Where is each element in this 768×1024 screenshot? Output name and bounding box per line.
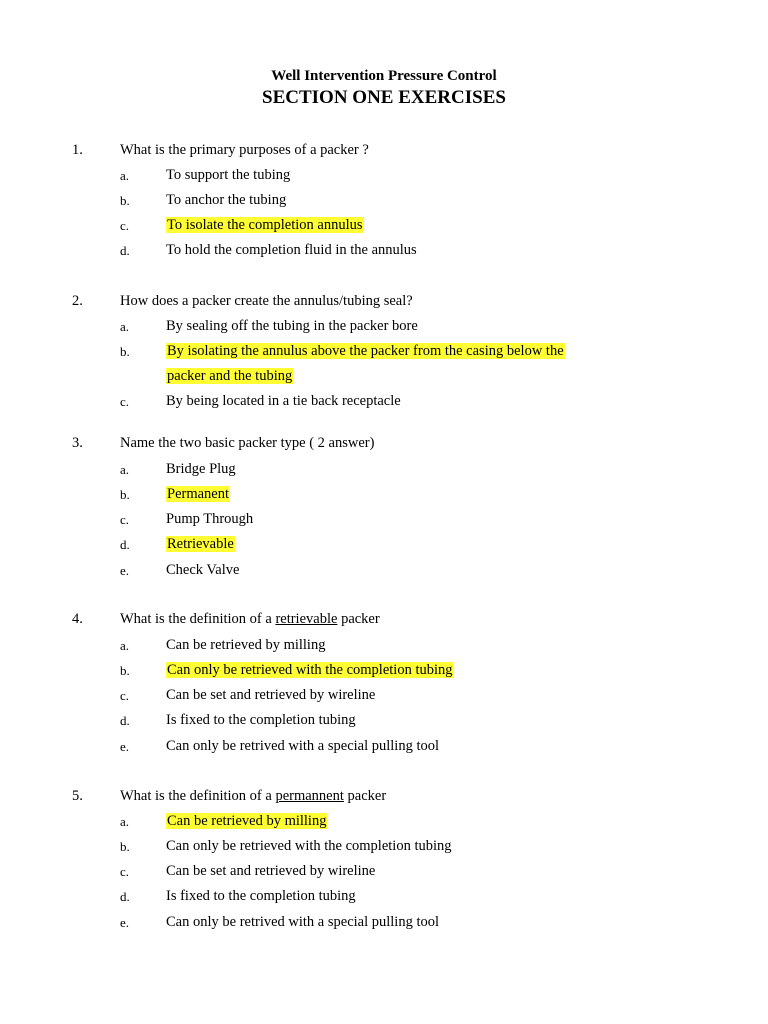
option-text bbox=[166, 711, 356, 730]
option-letter: d. bbox=[120, 537, 130, 552]
option-letter: b. bbox=[120, 193, 130, 208]
option-label: Bridge Plug bbox=[166, 461, 236, 477]
option-text-continued bbox=[166, 367, 293, 386]
question-number: 1. bbox=[72, 142, 83, 158]
option-label: Is fixed to the completion tubing bbox=[166, 712, 356, 728]
question-text: How does a packer create the annulus/tubing seal? bbox=[120, 293, 413, 309]
option-label: Can only be retrieved with the completion tubing bbox=[166, 838, 452, 854]
option-letter: a. bbox=[120, 462, 130, 477]
highlighted-answer: packer and the tubing bbox=[167, 368, 293, 384]
option-label: Can only be retrived with a special pulling tool bbox=[166, 914, 440, 930]
option-text bbox=[166, 342, 565, 361]
question-text bbox=[120, 610, 380, 629]
question-number: 2. bbox=[72, 293, 83, 309]
option-text bbox=[166, 686, 375, 705]
highlighted-answer: Can only be retrieved with the completion tubing bbox=[167, 662, 453, 678]
option-letter: c. bbox=[120, 688, 130, 703]
option-text bbox=[166, 485, 230, 504]
highlighted-answer: Can be retrieved by milling bbox=[167, 813, 327, 829]
option-letter: e. bbox=[120, 739, 130, 754]
option-text bbox=[166, 837, 452, 856]
option-label: Can be retrieved by milling bbox=[166, 637, 326, 653]
question-text-before: What is the definition of a bbox=[120, 611, 276, 627]
option-text bbox=[166, 535, 235, 554]
option-text bbox=[166, 636, 325, 655]
option-letter: b. bbox=[120, 663, 130, 678]
option-label: Can only be retrived with a special pulling tool bbox=[166, 738, 440, 754]
option-label: By sealing off the tubing in the packer bore bbox=[166, 318, 418, 334]
option-text bbox=[166, 510, 253, 529]
option-letter: a. bbox=[120, 168, 130, 183]
option-text bbox=[166, 887, 356, 906]
question-text-after: packer bbox=[337, 611, 380, 627]
option-letter: c. bbox=[120, 394, 130, 409]
highlighted-answer: Permanent bbox=[167, 486, 230, 502]
option-text bbox=[166, 392, 401, 411]
option-letter: c. bbox=[120, 864, 130, 879]
option-label: Is fixed to the completion tubing bbox=[166, 888, 356, 904]
option-text bbox=[166, 737, 439, 756]
option-letter: a. bbox=[120, 638, 130, 653]
question-number: 5. bbox=[72, 788, 83, 804]
option-label: By being located in a tie back receptacle bbox=[166, 393, 401, 409]
question-number: 4. bbox=[72, 611, 83, 627]
option-letter: a. bbox=[120, 319, 130, 334]
option-label: Check Valve bbox=[166, 562, 240, 578]
option-letter: d. bbox=[120, 243, 130, 258]
option-text bbox=[166, 661, 454, 680]
option-letter: e. bbox=[120, 563, 130, 578]
option-label: To anchor the tubing bbox=[166, 192, 287, 208]
option-text bbox=[166, 862, 375, 881]
option-letter: b. bbox=[120, 344, 130, 359]
option-text bbox=[166, 460, 236, 479]
underlined-term: permannent bbox=[275, 788, 344, 804]
option-letter: c. bbox=[120, 218, 130, 233]
highlighted-answer: By isolating the annulus above the packer from the casing below the bbox=[167, 343, 564, 359]
option-text bbox=[166, 913, 439, 932]
option-text bbox=[166, 812, 327, 831]
question-text: What is the primary purposes of a packer ? bbox=[120, 142, 369, 158]
option-label: To hold the completion fluid in the annulus bbox=[166, 242, 417, 258]
option-label: Can be set and retrieved by wireline bbox=[166, 863, 376, 879]
option-letter: e. bbox=[120, 915, 130, 930]
option-letter: c. bbox=[120, 512, 130, 527]
option-letter: b. bbox=[120, 487, 130, 502]
highlighted-answer: To isolate the completion annulus bbox=[167, 217, 363, 233]
option-letter: b. bbox=[120, 839, 130, 854]
question-text-before: What is the definition of a bbox=[120, 788, 276, 804]
question-text bbox=[120, 787, 386, 806]
option-text bbox=[166, 166, 290, 185]
option-text bbox=[166, 241, 417, 260]
document-title: SECTION ONE EXERCISES bbox=[262, 87, 506, 108]
option-text bbox=[166, 317, 418, 336]
question-number: 3. bbox=[72, 435, 83, 451]
option-text bbox=[166, 216, 364, 235]
option-label: Pump Through bbox=[166, 511, 254, 527]
option-text bbox=[166, 191, 286, 210]
option-label: To support the tubing bbox=[166, 167, 291, 183]
document-subtitle: Well Intervention Pressure Control bbox=[271, 68, 497, 84]
option-label: Can be set and retrieved by wireline bbox=[166, 687, 376, 703]
option-letter: d. bbox=[120, 889, 130, 904]
question-text: Name the two basic packer type ( 2 answer) bbox=[120, 435, 375, 451]
highlighted-answer: Retrievable bbox=[167, 536, 234, 552]
option-letter: a. bbox=[120, 814, 130, 829]
underlined-term: retrievable bbox=[275, 611, 338, 627]
question-text-after: packer bbox=[343, 788, 387, 804]
option-text bbox=[166, 561, 239, 580]
option-letter: d. bbox=[120, 713, 130, 728]
